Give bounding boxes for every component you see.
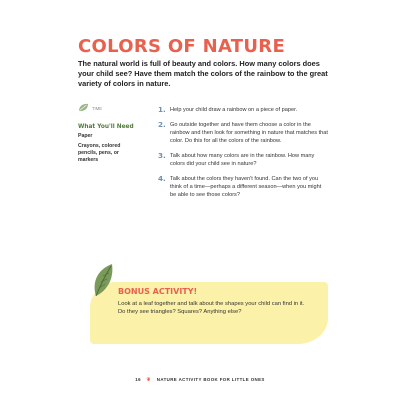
what-you-need-section [78,124,136,167]
step-text: Talk about how many colors are in the rainbow. How many colors did your child see in nature? [170,153,315,167]
steps-list [158,106,328,206]
step-text: Help your child draw a rainbow on a piece of paper. [170,107,298,113]
bonus-text: Look at a leaf together and talk about the shapes your child can find in it. Do they see triangles? Squares? Anything else? [118,301,305,315]
time-label: TIME [92,105,103,111]
what-you-need-heading: What You'll Need [78,124,134,130]
page-number: 16 [135,377,141,382]
need-item-crayons: Crayons, colored pencils, pens, or markers [78,143,121,163]
step-item [158,121,328,145]
step-number: 3. [158,151,166,160]
step-item [158,106,328,114]
step-text: Talk about the colors they haven't found. Can the two of you think of a time—perhaps a different season—when you might be able to see those colors? [170,176,322,198]
page-footer [0,377,400,383]
bonus-heading: BONUS ACTIVITY! [118,287,198,296]
leaf-icon: ❦ [146,377,152,383]
book-title: NATURE ACTIVITY BOOK FOR LITTLE ONES [156,377,265,382]
step-text: Go outside together and have them choose a color in the rainbow and then look for something in nature that matches that color. Do this for all the colors of the rainbow. [170,122,328,144]
intro-paragraph: The natural world is full of beauty and colors. How many colors does your child see? Have them match the colors of the rainbow to the great variety of colors in nature. [78,59,328,88]
step-number: 1. [158,105,166,114]
step-item [158,175,328,199]
leaf-icon [92,262,116,303]
need-item-paper: Paper [78,133,93,139]
leaf-icon [78,99,89,117]
step-number: 4. [158,174,166,183]
step-number: 2. [158,120,166,129]
page-title: COLORS OF NATURE [78,36,286,57]
step-item [158,152,328,168]
time-indicator [78,99,102,117]
